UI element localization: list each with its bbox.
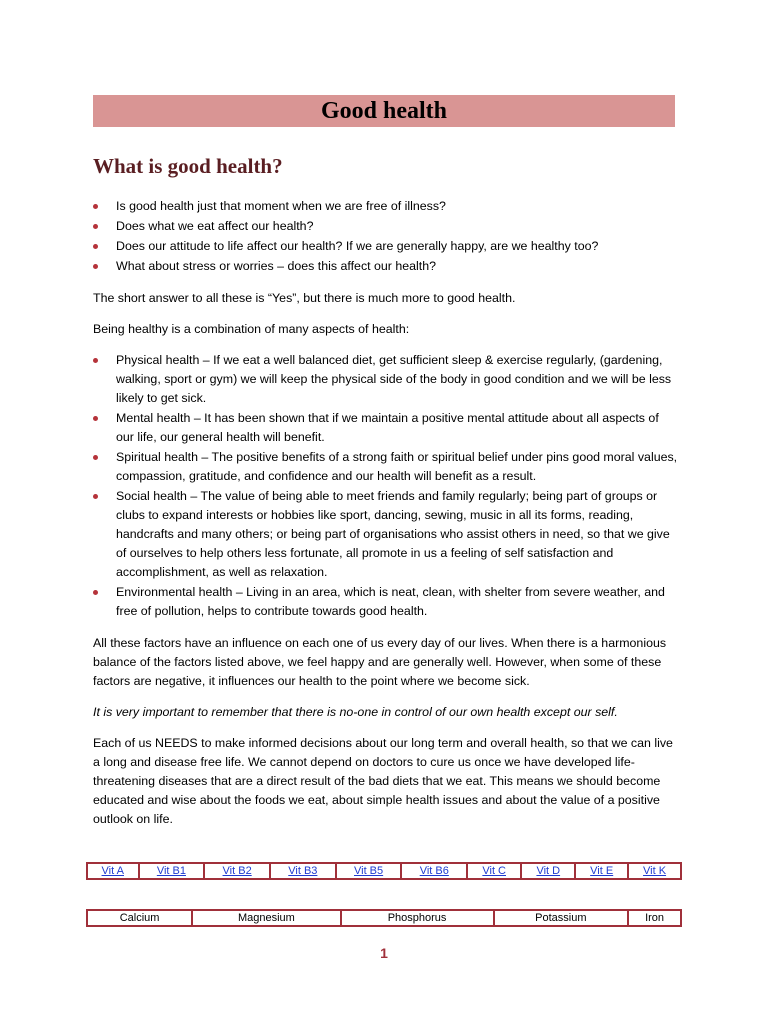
body-content bbox=[93, 197, 678, 829]
mineral-magnesium: Magnesium bbox=[192, 910, 340, 926]
mineral-calcium: Calcium bbox=[87, 910, 192, 926]
list-item: Physical health – If we eat a well balanced diet, get sufficient sleep & exercise regularly, (gardening, walking, sport or gym) we will keep the physical side of the body in good condition and we will be less likely to get sick. bbox=[93, 351, 678, 408]
vit-c-link[interactable]: Vit C bbox=[482, 865, 506, 877]
list-item: Spiritual health – The positive benefits of a strong faith or spiritual belief under pins good moral values, compassion, gratitude, and confidence and our health will benefit as a result. bbox=[93, 448, 678, 486]
paragraph-italic-note: It is very important to remember that there is no-one in control of our own health except our self. bbox=[93, 705, 618, 719]
aspects-list bbox=[93, 351, 678, 621]
vit-d-link[interactable]: Vit D bbox=[536, 865, 561, 877]
paragraph-combination: Being healthy is a combination of many aspects of health: bbox=[93, 322, 410, 336]
question-list bbox=[93, 197, 678, 276]
mineral-iron: Iron bbox=[628, 910, 681, 926]
vit-a-link[interactable]: Vit A bbox=[101, 865, 124, 877]
vit-e-link[interactable]: Vit E bbox=[590, 865, 614, 877]
list-item: Environmental health – Living in an area, which is neat, clean, with shelter from severe weather, and free of pollution, helps to contribute towards good health. bbox=[93, 583, 678, 621]
paragraph-needs: Each of us NEEDS to make informed decisions about our long term and overall health, so that we can live a long and disease free life. We cannot depend on doctors to cure us once we have developed life-threatening diseases that are a direct result of the bad diets that we eat. This means we should become educated and wise about the foods we eat, about simple health issues and about the value of a positive outlook on life. bbox=[93, 736, 673, 826]
list-item: Does our attitude to life affect our health? If we are generally happy, are we healthy too? bbox=[93, 237, 678, 256]
paragraph-short-answer: The short answer to all these is “Yes”, but there is much more to good health. bbox=[93, 291, 516, 305]
vit-b2-link[interactable]: Vit B2 bbox=[222, 865, 252, 877]
mineral-potassium: Potassium bbox=[494, 910, 629, 926]
vitamin-links-table bbox=[86, 862, 682, 880]
paragraph-factors: All these factors have an influence on each one of us every day of our lives. When there is a harmonious balance of the factors listed above, we feel happy and are generally well. However, when some of these factors are negative, it influences our health to the point where we become sick. bbox=[93, 636, 667, 688]
document-title: Good health bbox=[93, 95, 675, 127]
minerals-table bbox=[86, 909, 682, 927]
vit-b1-link[interactable]: Vit B1 bbox=[156, 865, 186, 877]
section-heading: What is good health? bbox=[93, 154, 283, 178]
page-number: 1 bbox=[380, 945, 388, 961]
list-item: Mental health – It has been shown that if we maintain a positive mental attitude about all aspects of our life, our general health will benefit. bbox=[93, 409, 678, 447]
vit-b5-link[interactable]: Vit B5 bbox=[353, 865, 384, 877]
vit-b6-link[interactable]: Vit B6 bbox=[419, 865, 449, 877]
mineral-phosphorus: Phosphorus bbox=[341, 910, 494, 926]
list-item: Does what we eat affect our health? bbox=[93, 217, 678, 236]
vit-b3-link[interactable]: Vit B3 bbox=[288, 865, 318, 877]
list-item: Is good health just that moment when we are free of illness? bbox=[93, 197, 678, 216]
list-item: What about stress or worries – does this affect our health? bbox=[93, 257, 678, 276]
vit-k-link[interactable]: Vit K bbox=[643, 865, 667, 877]
list-item: Social health – The value of being able to meet friends and family regularly; being part of groups or clubs to expand interests or hobbies like sport, dancing, sewing, music in all its forms, reading, handcrafts and many others; or being part of organisations who assist others in need, so that we give of ourselves to help others less fortunate, all promote in us a feeling of self satisfaction and accomplishment, as well as relaxation. bbox=[93, 487, 678, 582]
